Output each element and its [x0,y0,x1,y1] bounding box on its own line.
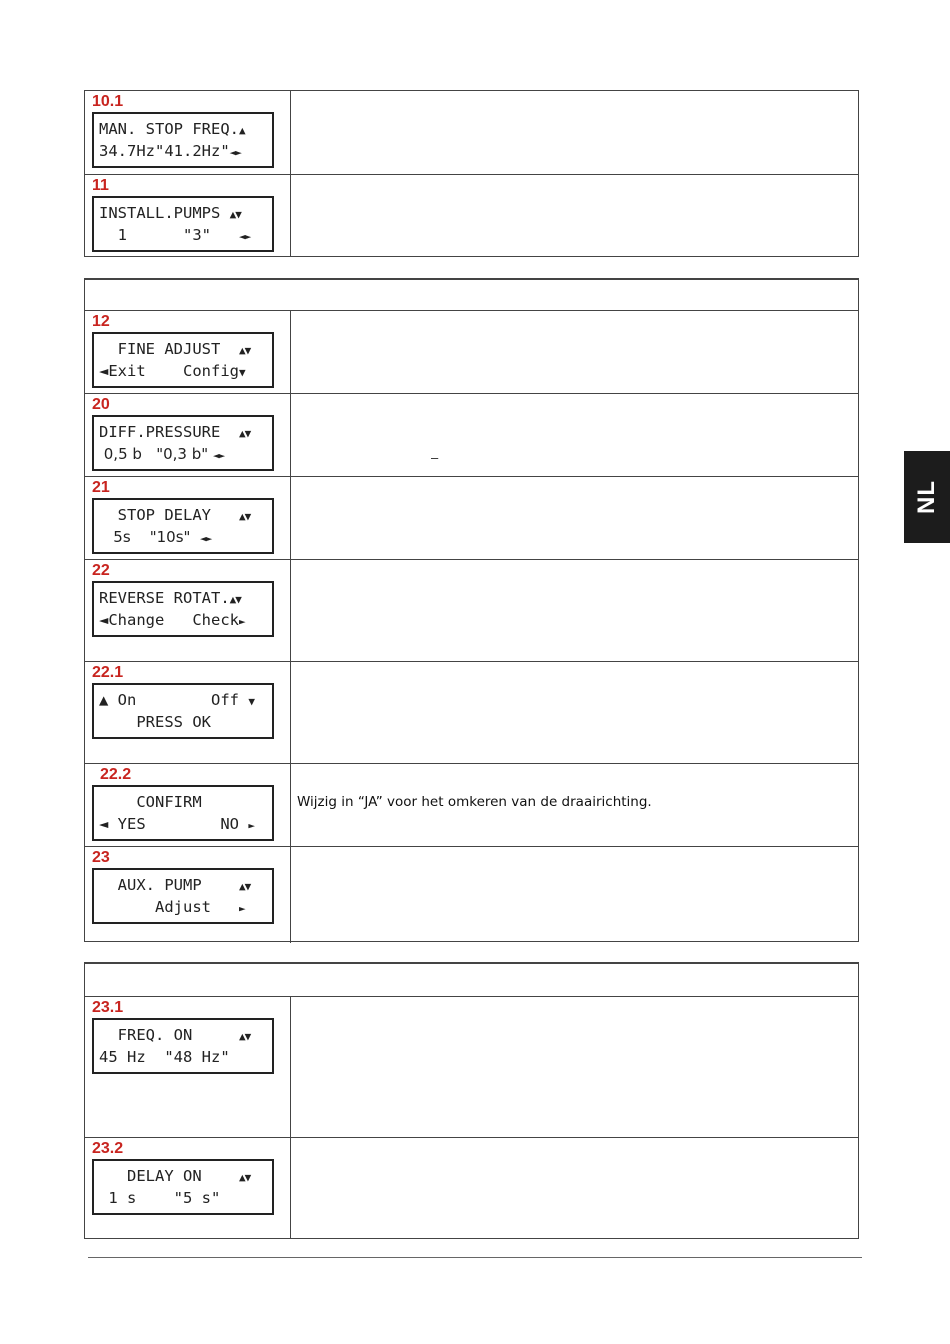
step-number: 11 [92,177,109,194]
right-arrow-icon: ► [238,615,245,628]
arrow-icon: ▲ [238,124,245,137]
lcd-line-1: FREQ. ON [99,1026,239,1044]
step-number: 10.1 [92,93,124,110]
display-cell [85,847,291,943]
description-cell [292,1138,858,1238]
right-arrow-icon: ► [248,819,254,832]
lcd-line-2: 5s "10s" [99,528,200,546]
description-cell [292,764,858,846]
display-cell [85,175,291,256]
lcd-display [92,112,274,168]
lcd-line-1: REVERSE ROTAT. [99,589,230,607]
lcd-line-2: ◄ YES NO [99,815,249,833]
description-text: Wijzig in “JA” voor het omkeren van de draairichting. [297,794,652,810]
parameter-table-2 [84,278,859,942]
description-cell [292,477,858,559]
lcd-line-2: 0,5 b "0,3 b" [99,445,213,463]
description-cell [292,394,858,476]
description-cell [292,662,858,763]
down-arrow-icon: ▼ [238,366,245,379]
lcd-display [92,415,274,471]
display-cell [85,91,291,174]
lcd-display [92,581,274,637]
right-arrow-icon: ► [238,902,245,915]
up-down-arrow-icon: ▲▼ [238,1030,251,1043]
display-cell [85,311,291,393]
table-header-row [85,963,858,996]
lcd-display [92,1018,274,1074]
step-number: 22.1 [92,664,124,681]
lcd-line-1: STOP DELAY [99,506,239,524]
lcd-display [92,498,274,554]
lcd-line-2: 1 "3" [99,226,239,244]
description-cell [292,997,858,1137]
lcd-display [92,332,274,388]
table-row-23 [85,846,858,943]
table-row-10-1 [85,91,858,174]
table-row-22 [85,559,858,661]
lcd-line-2: 45 Hz "48 Hz" [99,1048,230,1066]
table-row-22-2 [85,763,858,846]
footer-rule [88,1257,862,1258]
lcd-line-1: DELAY ON [99,1167,239,1185]
description-cell [292,91,858,174]
up-down-arrow-icon: ▲▼ [238,880,251,893]
up-down-arrow-icon: ▲▼ [238,1171,251,1184]
lcd-line-2: 1 s "5 s" [99,1189,221,1207]
display-cell [85,560,291,661]
parameter-table-3 [84,962,859,1239]
table-row-20 [85,393,858,476]
display-cell [85,997,291,1137]
table-header-row [85,279,858,310]
step-number: 22.2 [100,766,132,783]
display-cell [85,1138,291,1238]
display-cell [85,394,291,476]
step-number: 20 [92,396,110,413]
lcd-line-1: INSTALL.PUMPS [99,204,230,222]
table-row-12 [85,310,858,393]
description-cell [292,560,858,661]
lcd-line-2: PRESS OK [99,713,211,731]
lcd-line-1: FINE ADJUST [99,340,239,358]
left-right-arrow-icon: ◄► [229,146,241,159]
table-row-22-1 [85,661,858,763]
step-number: 23.1 [92,999,124,1016]
lcd-display [92,196,274,252]
lcd-display [92,683,274,739]
description-cell [292,847,858,943]
description-cell [292,175,858,256]
lcd-line-1: MAN. STOP FREQ. [99,120,239,138]
language-label: NL [913,480,940,514]
lcd-line-1: CONFIRM [99,793,202,811]
left-right-arrow-icon: ◄► [199,532,212,545]
lcd-line-1: ▲ On Off [99,691,249,709]
table-row-11 [85,174,858,256]
step-number: 21 [92,479,110,496]
step-number: 23 [92,849,110,866]
display-cell [85,477,291,559]
up-down-arrow-icon: ▲▼ [238,427,251,440]
down-arrow-icon: ▼ [248,695,254,708]
lcd-line-2: ◄Exit Config [99,362,239,380]
lcd-display [92,785,274,841]
lcd-line-2: 34.7Hz"41.2Hz" [99,142,230,160]
left-right-arrow-icon: ◄► [212,449,225,462]
lcd-line-1: AUX. PUMP [99,876,239,894]
up-down-arrow-icon: ▲▼ [229,208,241,221]
lcd-line-2: Adjust [99,898,239,916]
step-number: 12 [92,313,110,330]
display-cell [85,764,291,846]
description-cell [292,311,858,393]
table-row-21 [85,476,858,559]
step-number: 23.2 [92,1140,124,1157]
left-right-arrow-icon: ◄► [238,230,251,243]
display-cell [85,662,291,763]
step-number: 22 [92,562,110,579]
lcd-display [92,1159,274,1215]
dash-mark: – [431,450,439,465]
parameter-table-1 [84,90,859,257]
up-down-arrow-icon: ▲▼ [238,344,251,357]
language-side-tab [904,451,950,543]
up-down-arrow-icon: ▲▼ [229,593,241,606]
lcd-line-2: ◄Change Check [99,611,239,629]
table-row-23-1 [85,996,858,1137]
lcd-display [92,868,274,924]
table-row-23-2 [85,1137,858,1238]
up-down-arrow-icon: ▲▼ [238,510,251,523]
lcd-line-1: DIFF.PRESSURE [99,423,239,441]
